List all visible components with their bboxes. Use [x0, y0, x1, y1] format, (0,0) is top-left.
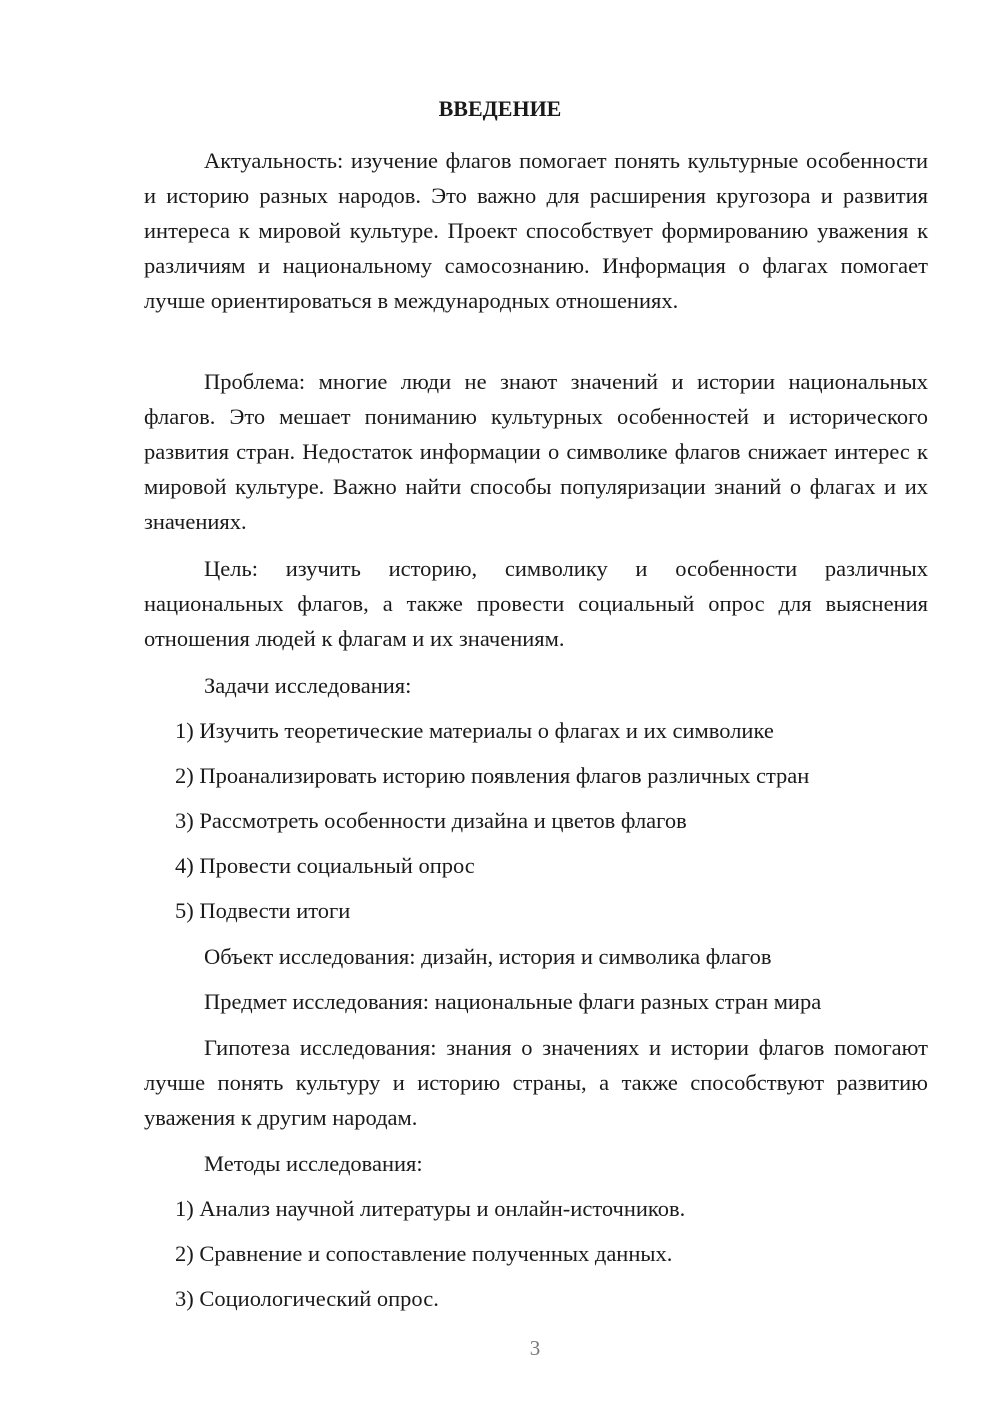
method-item-1: 1) Анализ научной литературы и онлайн-источников. — [175, 1196, 686, 1221]
paragraph-relevance: Актуальность: изучение флагов помогает понять культурные особенности и историю разных народов. Это важно для расширения кругозора и развития интереса к мировой культуре. Проект способствует формированию уважения к различиям и национальному самосознанию. Информация о флагах помогает лучше ориентироваться в международных отношениях. — [144, 148, 928, 313]
task-item-2: 2) Проанализировать историю появления флагов различных стран — [175, 763, 810, 788]
method-item-2: 2) Сравнение и сопоставление полученных данных. — [175, 1241, 673, 1266]
tasks-heading: Задачи исследования: — [204, 673, 412, 698]
research-subject: Предмет исследования: национальные флаги разных стран мира — [204, 989, 822, 1014]
research-object: Объект исследования: дизайн, история и символика флагов — [204, 944, 772, 969]
task-item-4: 4) Провести социальный опрос — [175, 853, 475, 878]
paragraph-hypothesis: Гипотеза исследования: знания о значениях и истории флагов помогают лучше понять культуру и историю страны, а также способствуют развитию уважения к другим народам. — [144, 1035, 928, 1130]
methods-heading: Методы исследования: — [204, 1151, 423, 1176]
task-item-5: 5) Подвести итоги — [175, 898, 351, 923]
task-item-1: 1) Изучить теоретические материалы о флагах и их символике — [175, 718, 774, 743]
page-title: ВВЕДЕНИЕ — [438, 96, 562, 121]
task-item-3: 3) Рассмотреть особенности дизайна и цветов флагов — [175, 808, 687, 833]
paragraph-problem: Проблема: многие люди не знают значений и истории национальных флагов. Это мешает пониманию культурных особенностей и исторического развития стран. Недостаток информации о символике флагов снижает интерес к мировой культуре. Важно найти способы популяризации знаний о флагах и их значениях. — [144, 369, 928, 534]
paragraph-goal: Цель: изучить историю, символику и особенности различных национальных флагов, а также провести социальный опрос для выяснения отношения людей к флагам и их значениям. — [144, 556, 928, 651]
method-item-3: 3) Социологический опрос. — [175, 1286, 439, 1311]
page-number: 3 — [529, 1336, 541, 1360]
